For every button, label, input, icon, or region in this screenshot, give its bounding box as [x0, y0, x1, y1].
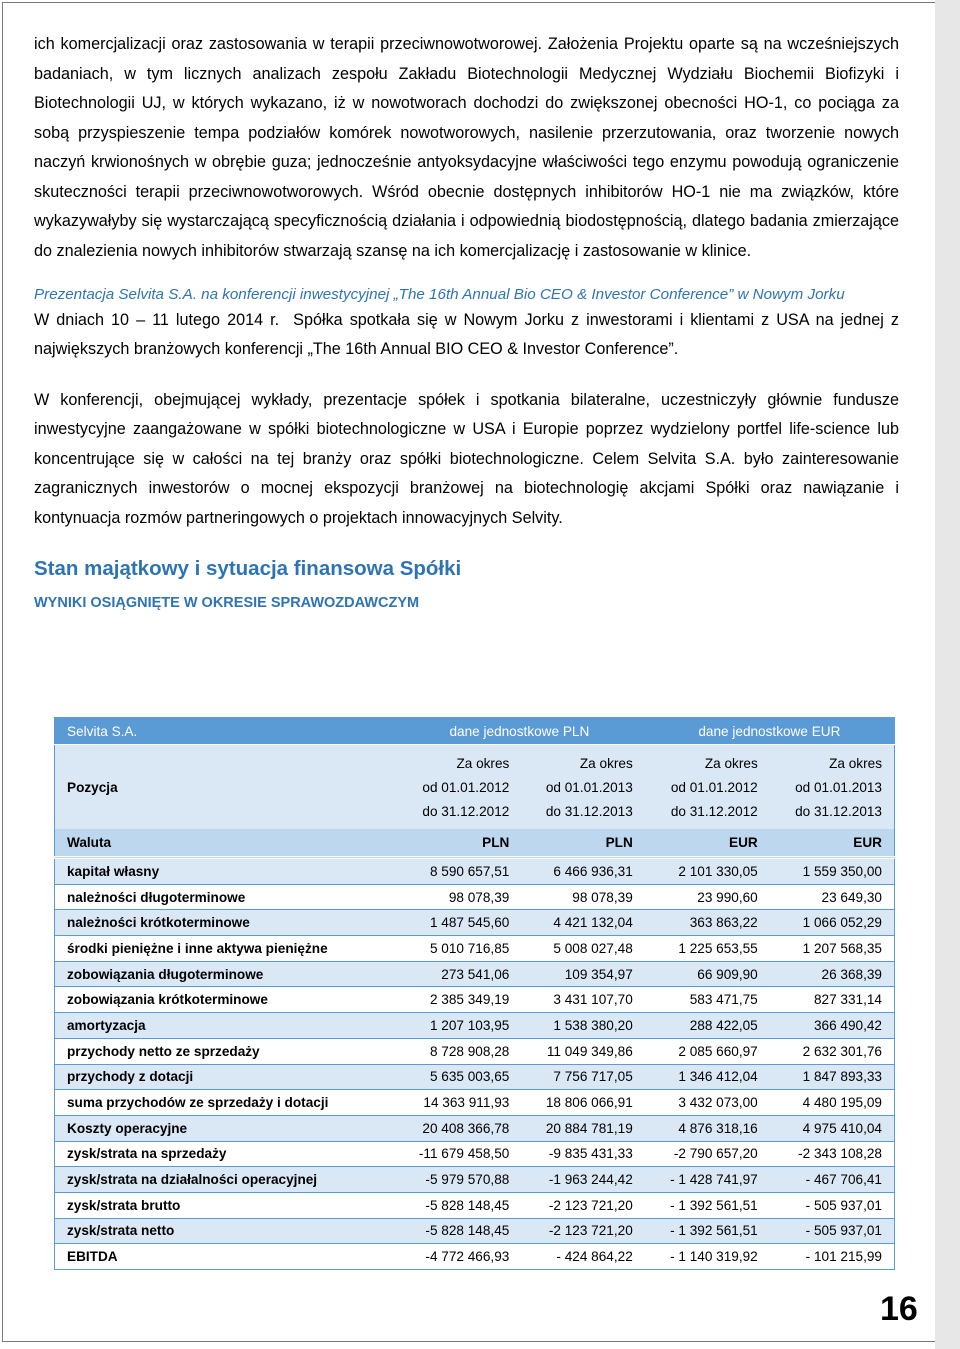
- value-cell: 6 466 936,31: [521, 858, 644, 885]
- event-title: Prezentacja Selvita S.A. na konferencji inwestycyjnej „The 16th Annual Bio CEO & Investor Conference” w Nowym Jorku: [34, 286, 845, 303]
- table-row: [55, 1013, 895, 1039]
- currency-label: Waluta: [55, 829, 395, 858]
- row-label: należności długoterminowe: [55, 884, 395, 910]
- section-title: Stan majątkowy i sytuacja finansowa Spółki: [34, 557, 462, 581]
- currency-cell: PLN: [394, 829, 521, 858]
- period-to: do 31.12.2012: [394, 799, 521, 829]
- value-cell: 1 538 380,20: [521, 1013, 644, 1039]
- value-cell: 4 421 132,04: [521, 910, 644, 936]
- value-cell: 1 225 653,55: [645, 936, 770, 962]
- value-cell: -11 679 458,50: [394, 1141, 521, 1167]
- table-row: [55, 1038, 895, 1064]
- table-row: [55, 1167, 895, 1193]
- value-cell: 4 975 410,04: [770, 1115, 895, 1141]
- value-cell: 8 590 657,51: [394, 858, 521, 885]
- table-row: [55, 910, 895, 936]
- row-label: Koszty operacyjne: [55, 1115, 395, 1141]
- period-from: od 01.01.2012: [394, 775, 521, 799]
- value-cell: - 467 706,41: [770, 1167, 895, 1193]
- period-row-2: [55, 775, 895, 799]
- table-row: [55, 987, 895, 1013]
- value-cell: 4 480 195,09: [770, 1090, 895, 1116]
- value-cell: 3 431 107,70: [521, 987, 644, 1013]
- period-from: od 01.01.2013: [770, 775, 895, 799]
- value-cell: 1 207 568,35: [770, 936, 895, 962]
- table-row: [55, 1244, 895, 1270]
- financial-results-table: [54, 717, 895, 1270]
- row-label: EBITDA: [55, 1244, 395, 1270]
- value-cell: 827 331,14: [770, 987, 895, 1013]
- table-row: [55, 1192, 895, 1218]
- row-label: amortyzacja: [55, 1013, 395, 1039]
- currency-row: [55, 829, 895, 858]
- value-cell: 1 559 350,00: [770, 858, 895, 885]
- value-cell: 14 363 911,93: [394, 1090, 521, 1116]
- value-cell: 66 909,90: [645, 961, 770, 987]
- currency-cell: EUR: [770, 829, 895, 858]
- period-row-3: [55, 799, 895, 829]
- row-label: zysk/strata netto: [55, 1218, 395, 1244]
- value-cell: 2 085 660,97: [645, 1038, 770, 1064]
- row-label: należności krótkoterminowe: [55, 910, 395, 936]
- row-label: środki pieniężne i inne aktywa pieniężne: [55, 936, 395, 962]
- value-cell: 3 432 073,00: [645, 1090, 770, 1116]
- value-cell: 5 010 716,85: [394, 936, 521, 962]
- period-label: Za okres: [394, 745, 521, 776]
- value-cell: 363 863,22: [645, 910, 770, 936]
- row-label: zysk/strata na sprzedaży: [55, 1141, 395, 1167]
- company-header: Selvita S.A.: [55, 718, 395, 745]
- conference-paragraph: W konferencji, obejmującej wykłady, prezentacje spółek i spotkania bilateralne, uczestniczyły głównie fundusze inwestycyjne zaangażowane w spółki biotechnologiczne w USA i Europie poprzez wydzielony portfel life-science lub koncentrujące się w całości na tej branży oraz spółki biotechnologiczne. Celem Selvita S.A. było zainteresowanie zagranicznych inwestorów o mocnej ekspozycji branżowej na biotechnologię akcjami Spółki oraz nawiązanie i kontynuacja rozmów partneringowych o projektach innowacyjnych Selvity.: [34, 391, 899, 527]
- value-cell: -9 835 431,33: [521, 1141, 644, 1167]
- value-cell: 4 876 318,16: [645, 1115, 770, 1141]
- period-to: do 31.12.2012: [645, 799, 770, 829]
- value-cell: 2 101 330,05: [645, 858, 770, 885]
- period-label: Za okres: [645, 745, 770, 776]
- currency-cell: PLN: [521, 829, 644, 858]
- value-cell: -5 828 148,45: [394, 1192, 521, 1218]
- value-cell: 98 078,39: [521, 884, 644, 910]
- table-row: [55, 1141, 895, 1167]
- table-row: [55, 858, 895, 885]
- table-row: [55, 1090, 895, 1116]
- page-margin-strip: [935, 0, 960, 1349]
- event-text: Spółka spotkała się w Nowym Jorku z inwestorami i klientami z USA na jednej z największych branżowych konferencji „The 16th Annual BIO CEO & Investor Conference”.: [34, 311, 899, 358]
- document-body: [34, 30, 899, 611]
- value-cell: -2 123 721,20: [521, 1218, 644, 1244]
- value-cell: - 505 937,01: [770, 1192, 895, 1218]
- value-cell: 23 990,60: [645, 884, 770, 910]
- value-cell: 20 884 781,19: [521, 1115, 644, 1141]
- value-cell: 1 487 545,60: [394, 910, 521, 936]
- value-cell: 18 806 066,91: [521, 1090, 644, 1116]
- period-to: do 31.12.2013: [770, 799, 895, 829]
- value-cell: 366 490,42: [770, 1013, 895, 1039]
- value-cell: 1 346 412,04: [645, 1064, 770, 1090]
- pln-group-header: dane jednostkowe PLN: [394, 718, 645, 745]
- period-row-1: [55, 745, 895, 776]
- row-label: przychody z dotacji: [55, 1064, 395, 1090]
- table-header-row: [55, 718, 895, 745]
- value-cell: 8 728 908,28: [394, 1038, 521, 1064]
- table-row: [55, 961, 895, 987]
- event-date: W dniach 10 – 11 lutego 2014 r.: [34, 311, 280, 329]
- value-cell: -1 963 244,42: [521, 1167, 644, 1193]
- table-row: [55, 1218, 895, 1244]
- currency-cell: EUR: [645, 829, 770, 858]
- value-cell: - 505 937,01: [770, 1218, 895, 1244]
- value-cell: - 1 392 561,51: [645, 1192, 770, 1218]
- value-cell: 26 368,39: [770, 961, 895, 987]
- page-number: 16: [880, 1290, 918, 1328]
- value-cell: 1 066 052,29: [770, 910, 895, 936]
- value-cell: 273 541,06: [394, 961, 521, 987]
- value-cell: 5 008 027,48: [521, 936, 644, 962]
- value-cell: 2 632 301,76: [770, 1038, 895, 1064]
- value-cell: 23 649,30: [770, 884, 895, 910]
- value-cell: 98 078,39: [394, 884, 521, 910]
- value-cell: -2 790 657,20: [645, 1141, 770, 1167]
- value-cell: 1 847 893,33: [770, 1064, 895, 1090]
- period-label: Za okres: [521, 745, 644, 776]
- table-row: [55, 936, 895, 962]
- period-from: od 01.01.2013: [521, 775, 644, 799]
- value-cell: 20 408 366,78: [394, 1115, 521, 1141]
- position-label: Pozycja: [55, 775, 395, 799]
- period-label: Za okres: [770, 745, 895, 776]
- value-cell: 5 635 003,65: [394, 1064, 521, 1090]
- table-row: [55, 1115, 895, 1141]
- eur-group-header: dane jednostkowe EUR: [645, 718, 895, 745]
- row-label: zobowiązania krótkoterminowe: [55, 987, 395, 1013]
- value-cell: - 1 392 561,51: [645, 1218, 770, 1244]
- value-cell: -5 979 570,88: [394, 1167, 521, 1193]
- row-label: suma przychodów ze sprzedaży i dotacji: [55, 1090, 395, 1116]
- value-cell: -4 772 466,93: [394, 1244, 521, 1270]
- value-cell: - 1 428 741,97: [645, 1167, 770, 1193]
- value-cell: -5 828 148,45: [394, 1218, 521, 1244]
- value-cell: 7 756 717,05: [521, 1064, 644, 1090]
- subsection-title: WYNIKI OSIĄGNIĘTE W OKRESIE SPRAWOZDAWCZYM: [34, 595, 420, 612]
- row-label: przychody netto ze sprzedaży: [55, 1038, 395, 1064]
- row-label: zysk/strata brutto: [55, 1192, 395, 1218]
- intro-paragraph: ich komercjalizacji oraz zastosowania w terapii przeciwnowotworowej. Założenia Projektu oparte są na wcześniejszych badaniach, w tym licznych analizach zespołu Zakładu Biotechnologii Medycznej Wydziału Biochemii Biofizyki i Biotechnologii UJ, w których wykazano, iż w nowotworach dochodzi do zwiększonej obecności HO-1, co pociąga za sobą przyspieszenie tempa podziałów komórek nowotworowych, nasilenie przerzutowania, oraz tworzenie nowych naczyń krwionośnych w obrębie guza; jednocześnie antyoksydacyjne właściwości tego enzymu powodują ograniczenie skuteczności terapii przeciwnowotworowych. Wśród obecnie dostępnych inhibitorów HO-1 nie ma związków, które wykazywałyby się wystarczającą specyficznością działania i odpowiednią biodostępnością, dlatego badania zmierzające do znalezienia nowych inhibitorów stwarzają szansę na ich komercjalizację i zastosowanie w klinice.: [34, 35, 899, 260]
- value-cell: 583 471,75: [645, 987, 770, 1013]
- event-body: [34, 306, 899, 364]
- row-label: zobowiązania długoterminowe: [55, 961, 395, 987]
- table-row: [55, 1064, 895, 1090]
- value-cell: 1 207 103,95: [394, 1013, 521, 1039]
- value-cell: - 101 215,99: [770, 1244, 895, 1270]
- value-cell: - 1 140 319,92: [645, 1244, 770, 1270]
- value-cell: 288 422,05: [645, 1013, 770, 1039]
- value-cell: 11 049 349,86: [521, 1038, 644, 1064]
- value-cell: -2 343 108,28: [770, 1141, 895, 1167]
- value-cell: -2 123 721,20: [521, 1192, 644, 1218]
- row-label: zysk/strata na działalności operacyjnej: [55, 1167, 395, 1193]
- row-label: kapitał własny: [55, 858, 395, 885]
- period-to: do 31.12.2013: [521, 799, 644, 829]
- period-from: od 01.01.2012: [645, 775, 770, 799]
- table-row: [55, 884, 895, 910]
- value-cell: 109 354,97: [521, 961, 644, 987]
- value-cell: - 424 864,22: [521, 1244, 644, 1270]
- value-cell: 2 385 349,19: [394, 987, 521, 1013]
